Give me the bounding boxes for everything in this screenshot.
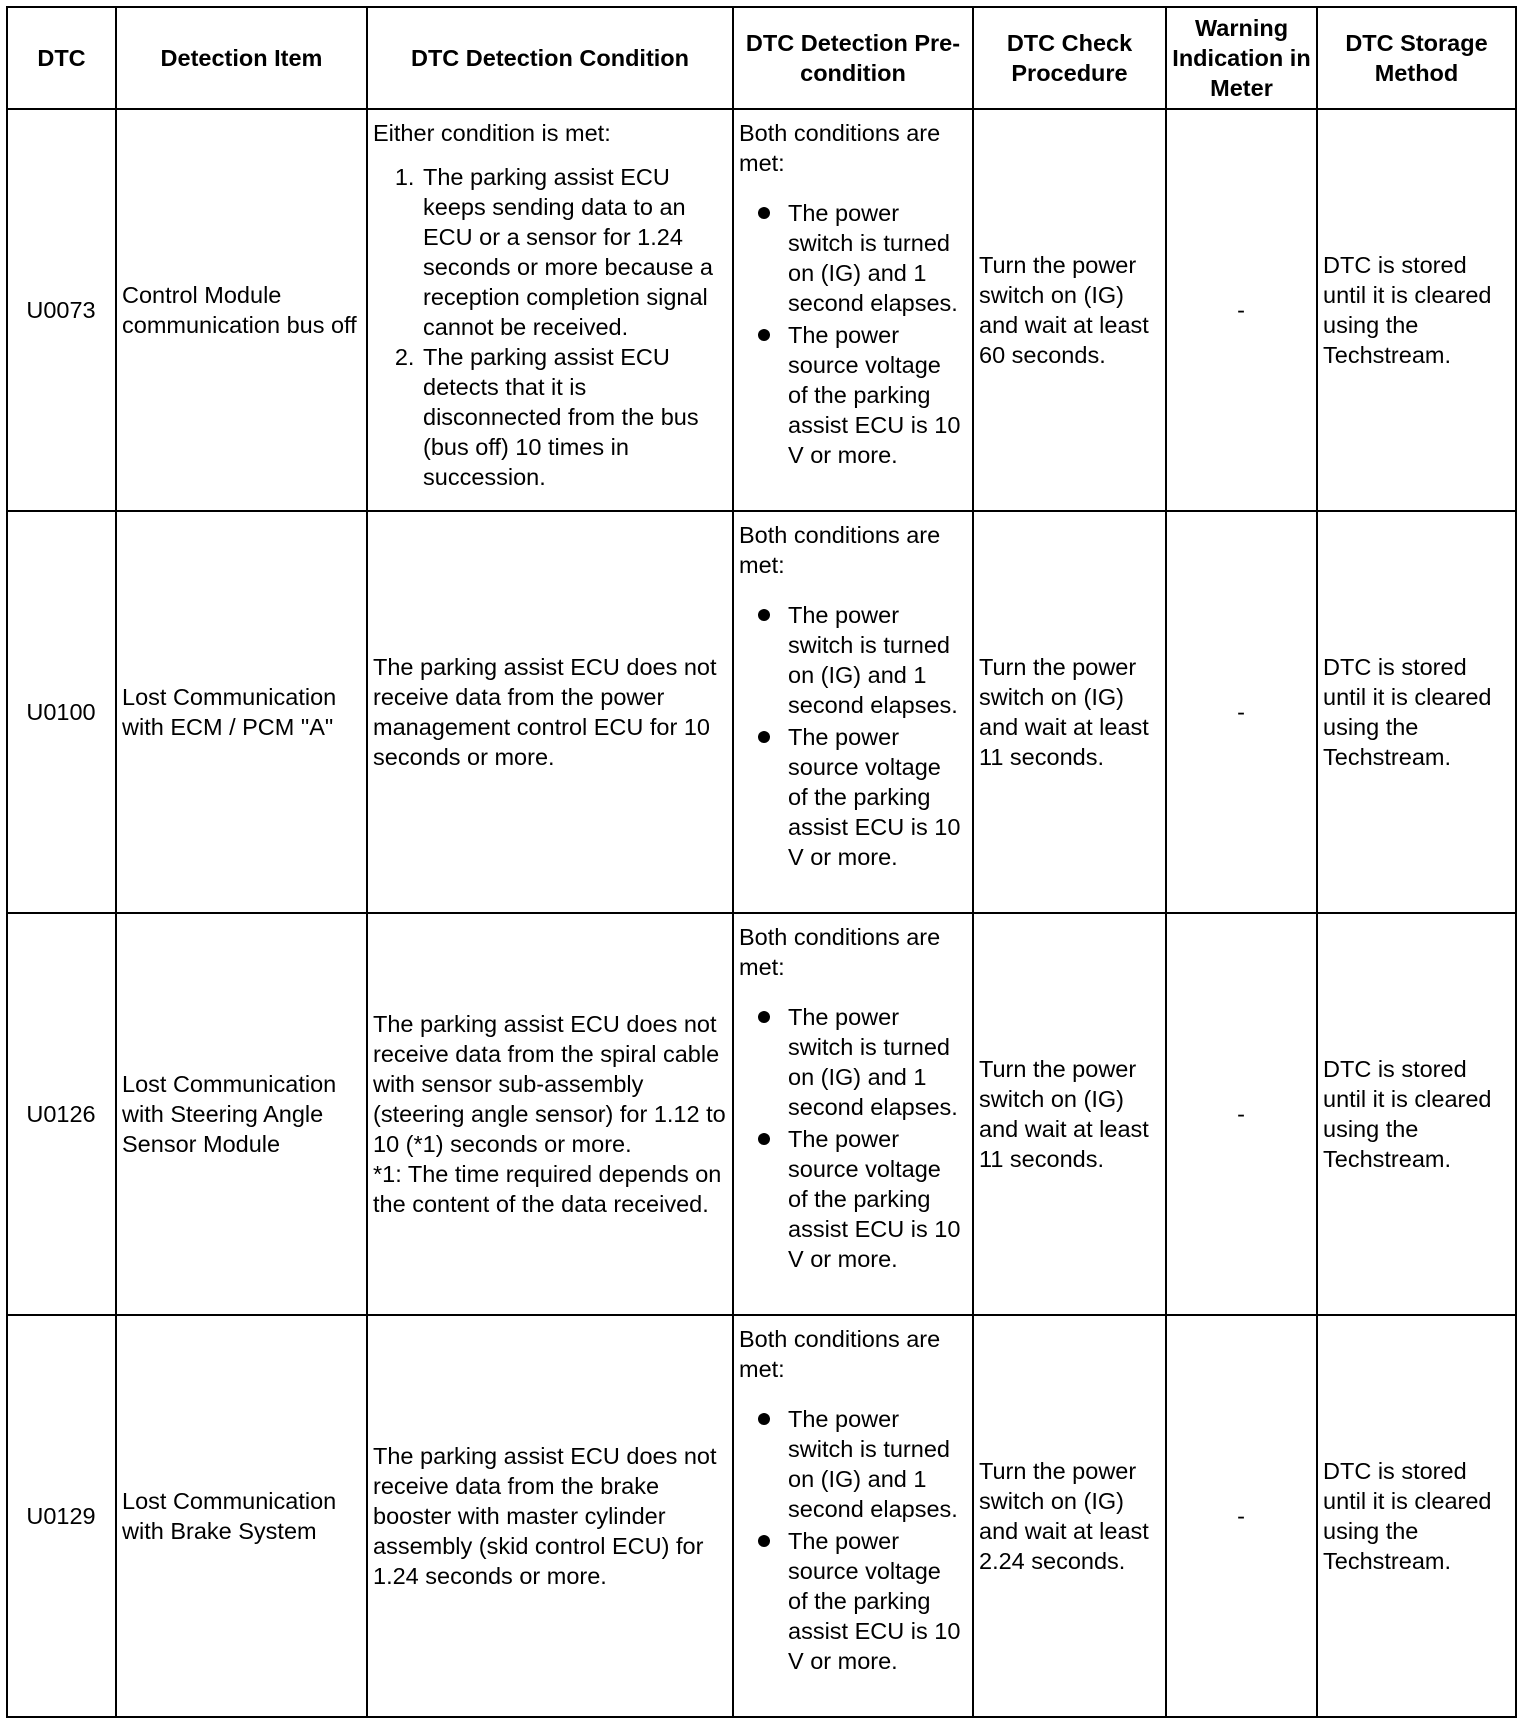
precondition-text: The power source voltage of the parking assist ECU is 10 V or more. [788,1126,961,1272]
list-item [739,1124,966,1274]
detection-item: Lost Communication with Brake System [116,1315,367,1717]
condition-note: *1: The time required depends on the content of the data received. [373,1161,722,1217]
precondition-intro: Both conditions are met: [739,120,941,176]
condition-step: 2. The parking assist ECU detects that it is disconnected from the bus (bus off) 10 times in succession. [421,342,726,492]
header-dtc: DTC [7,7,116,109]
detection-condition [367,913,733,1315]
precondition-list [739,1404,966,1676]
storage-method: DTC is stored until it is cleared using the Techstream. [1317,109,1516,511]
bullet-icon [758,731,770,743]
precondition-text: The power source voltage of the parking assist ECU is 10 V or more. [788,1528,961,1674]
warning-indication: - [1166,511,1317,913]
precondition-intro: Both conditions are met: [739,522,941,578]
bullet-icon [758,609,770,621]
header-detection-condition: DTC Detection Condition [367,7,733,109]
precondition-intro: Both conditions are met: [739,1326,941,1382]
bullet-icon [758,1413,770,1425]
condition-intro: Either condition is met: [373,120,611,146]
header-precondition: DTC Detection Pre-condition [733,7,973,109]
list-item [739,320,966,470]
bullet-icon [758,329,770,341]
list-item [739,600,966,720]
table-row [7,511,1516,913]
condition-text: The parking assist ECU does not receive data from the spiral cable with sensor sub-assembly (steering angle sensor) for 1.12 to 10 (*1) seconds or more. [373,1011,726,1157]
dtc-table [6,6,1517,1718]
storage-method: DTC is stored until it is cleared using the Techstream. [1317,913,1516,1315]
header-warning-indication: Warning Indication in Meter [1166,7,1317,109]
storage-method: DTC is stored until it is cleared using the Techstream. [1317,511,1516,913]
detection-precondition [733,109,973,511]
warning-indication: - [1166,1315,1317,1717]
list-item [739,1404,966,1524]
precondition-text: The power switch is turned on (IG) and 1 second elapses. [788,1406,958,1522]
precondition-text: The power switch is turned on (IG) and 1 second elapses. [788,1004,958,1120]
header-detection-item: Detection Item [116,7,367,109]
detection-precondition [733,1315,973,1717]
check-procedure: Turn the power switch on (IG) and wait at least 60 seconds. [973,109,1166,511]
check-procedure: Turn the power switch on (IG) and wait at least 11 seconds. [973,913,1166,1315]
dtc-code: U0129 [7,1315,116,1717]
list-item [739,1002,966,1122]
detection-precondition [733,913,973,1315]
precondition-text: The power switch is turned on (IG) and 1 second elapses. [788,200,958,316]
check-procedure: Turn the power switch on (IG) and wait at least 2.24 seconds. [973,1315,1166,1717]
table-row [7,913,1516,1315]
bullet-icon [758,1011,770,1023]
check-procedure: Turn the power switch on (IG) and wait at least 11 seconds. [973,511,1166,913]
detection-condition: The parking assist ECU does not receive data from the brake booster with master cylinder assembly (skid control ECU) for 1.24 seconds or more. [367,1315,733,1717]
condition-step: 1. The parking assist ECU keeps sending data to an ECU or a sensor for 1.24 seconds or more because a reception completion signal cannot be received. [421,162,726,342]
list-item [739,722,966,872]
precondition-intro: Both conditions are met: [739,924,941,980]
header-check-procedure: DTC Check Procedure [973,7,1166,109]
table-row [7,1315,1516,1717]
storage-method: DTC is stored until it is cleared using the Techstream. [1317,1315,1516,1717]
precondition-text: The power source voltage of the parking assist ECU is 10 V or more. [788,322,961,468]
detection-condition [367,109,733,511]
detection-item: Lost Communication with Steering Angle Sensor Module [116,913,367,1315]
warning-indication: - [1166,109,1317,511]
dtc-code: U0073 [7,109,116,511]
bullet-icon [758,207,770,219]
dtc-code: U0126 [7,913,116,1315]
header-storage-method: DTC Storage Method [1317,7,1516,109]
header-row [7,7,1516,109]
detection-condition: The parking assist ECU does not receive data from the power management control ECU for 10 seconds or more. [367,511,733,913]
warning-indication: - [1166,913,1317,1315]
precondition-list [739,198,966,470]
bullet-icon [758,1535,770,1547]
condition-steps [373,162,726,492]
dtc-code: U0100 [7,511,116,913]
detection-precondition [733,511,973,913]
detection-item: Control Module communication bus off [116,109,367,511]
list-item [739,1526,966,1676]
table-row [7,109,1516,511]
precondition-list [739,1002,966,1274]
precondition-text: The power switch is turned on (IG) and 1 second elapses. [788,602,958,718]
bullet-icon [758,1133,770,1145]
detection-item: Lost Communication with ECM / PCM "A" [116,511,367,913]
precondition-list [739,600,966,872]
precondition-text: The power source voltage of the parking assist ECU is 10 V or more. [788,724,961,870]
list-item [739,198,966,318]
